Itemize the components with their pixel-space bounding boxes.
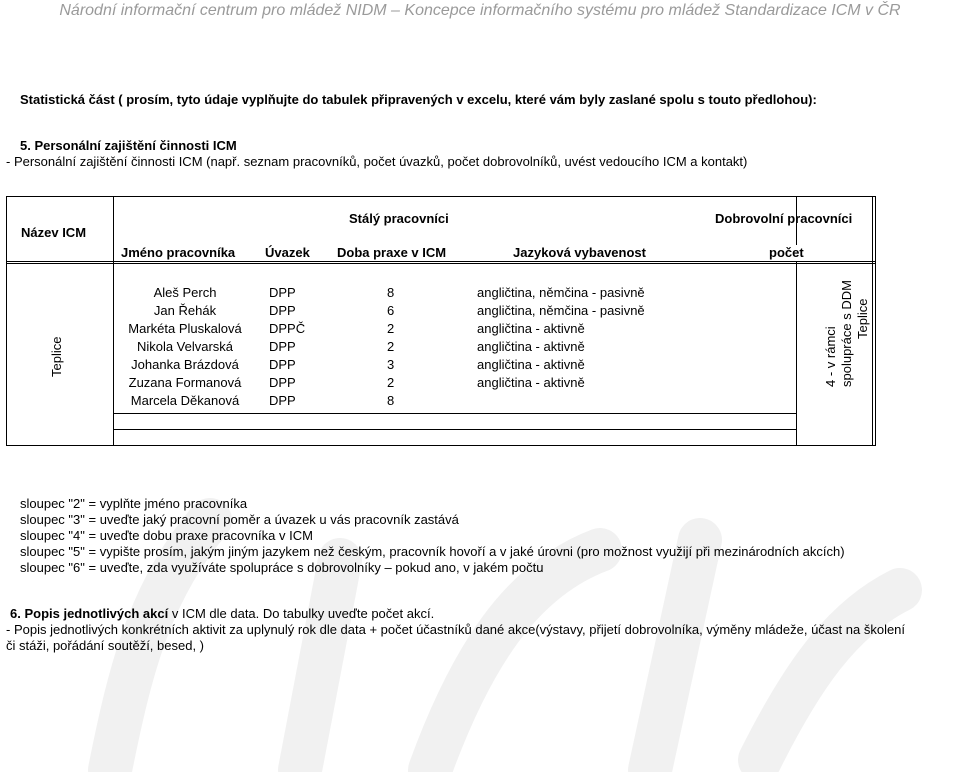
header-worker-name: Jméno pracovníka <box>121 245 236 260</box>
table-cell-languages: angličtina - aktivně <box>477 375 585 390</box>
staff-table <box>6 196 876 446</box>
table-cell-contract: DPP <box>269 339 296 354</box>
section6-title-bold: 6. Popis jednotlivých akcí <box>10 606 169 621</box>
table-cell-contract: DPP <box>269 375 296 390</box>
volunteers-count-line2: spolupráce s DDM <box>839 280 854 387</box>
table-cell-languages: angličtina, němčina - pasivně <box>477 303 645 318</box>
table-cell-languages: angličtina - aktivně <box>477 339 585 354</box>
header-contract: Úvazek <box>265 245 310 260</box>
table-cell-years: 2 <box>387 375 395 390</box>
table-cell-name: Nikola Velvarská <box>136 339 234 354</box>
section6-title <box>10 606 434 622</box>
table-cell-contract: DPP <box>269 393 296 408</box>
header-volunteers-group: Dobrovolní pracovníci <box>715 211 853 226</box>
table-cell-years: 3 <box>387 357 395 372</box>
column-note: sloupec "2" = vyplňte jméno pracovníka <box>20 496 248 511</box>
table-cell-languages: angličtina - aktivně <box>477 357 585 372</box>
table-cell-years: 2 <box>387 321 395 336</box>
column-note: sloupec "6" = uveďte, zda využíváte spolupráce s dobrovolníky – pokud ano, v jakém počtu <box>20 560 544 575</box>
table-cell-name: Jan Řehák <box>153 303 217 318</box>
table-cell-years: 8 <box>387 393 395 408</box>
table-cell-contract: DPP <box>269 303 296 318</box>
volunteers-count-line3: Teplice <box>855 298 870 339</box>
header-count: počet <box>769 245 804 260</box>
section6-title-rest: v ICM dle data. Do tabulky uveďte počet akcí. <box>168 606 435 621</box>
header-staff-group: Stálý pracovníci <box>349 211 449 226</box>
volunteers-count-line1: 4 - v rámci <box>823 326 838 387</box>
table-cell-years: 6 <box>387 303 395 318</box>
center-name: Teplice <box>49 336 64 377</box>
header-experience: Doba praxe v ICM <box>337 245 447 260</box>
column-note: sloupec "3" = uveďte jaký pracovní poměr a úvazek u vás pracovník zastává <box>20 512 459 527</box>
table-cell-name: Johanka Brázdová <box>131 357 239 372</box>
table-cell-contract: DPP <box>269 357 296 372</box>
header-languages: Jazyková vybavenost <box>513 245 646 260</box>
table-cell-name: Marcela Děkanová <box>130 393 240 408</box>
table-cell-years: 2 <box>387 339 395 354</box>
table-cell-contract: DPP <box>269 285 296 300</box>
section6-description-line1: - Popis jednotlivých konkrétních aktivit za uplynulý rok dle data + počet účastníků dané akce(výstavy, přijetí dobrovolníka, výměny mládeže, účast na školení <box>6 622 906 637</box>
column-note: sloupec "5" = vypište prosím, jakým jiným jazykem než českým, pracovník hovoří a v jaké úrovni (pro možnost využijí při mezinárodních akcích) <box>20 544 845 559</box>
section5-title: 5. Personální zajištění činnosti ICM <box>20 138 237 153</box>
table-cell-years: 8 <box>387 285 395 300</box>
table-cell-name: Aleš Perch <box>153 285 217 300</box>
table-cell-name: Markéta Pluskalová <box>128 321 242 336</box>
header-nazev-icm: Název ICM <box>21 225 87 240</box>
table-cell-contract: DPPČ <box>269 321 306 336</box>
statistics-instruction: Statistická část ( prosím, tyto údaje vyplňujte do tabulek připravených v excelu, které vám byly zaslané spolu s touto předlohou): <box>20 92 817 107</box>
section5-description: - Personální zajištění činnosti ICM (např. seznam pracovníků, počet úvazků, počet dobrovolníků, uvést vedoucího ICM a kontakt) <box>6 154 748 169</box>
column-note: sloupec "4" = uveďte dobu praxe pracovníka v ICM <box>20 528 313 543</box>
running-header: Národní informační centrum pro mládež NIDM – Koncepce informačního systému pro mládež Standardizace ICM v ČR <box>59 2 901 19</box>
table-cell-name: Zuzana Formanová <box>128 375 242 390</box>
table-cell-languages: angličtina - aktivně <box>477 321 585 336</box>
section6-description-line2: či stáži, pořádání soutěží, besed, ) <box>6 638 204 653</box>
table-cell-languages: angličtina, němčina - pasivně <box>477 285 645 300</box>
